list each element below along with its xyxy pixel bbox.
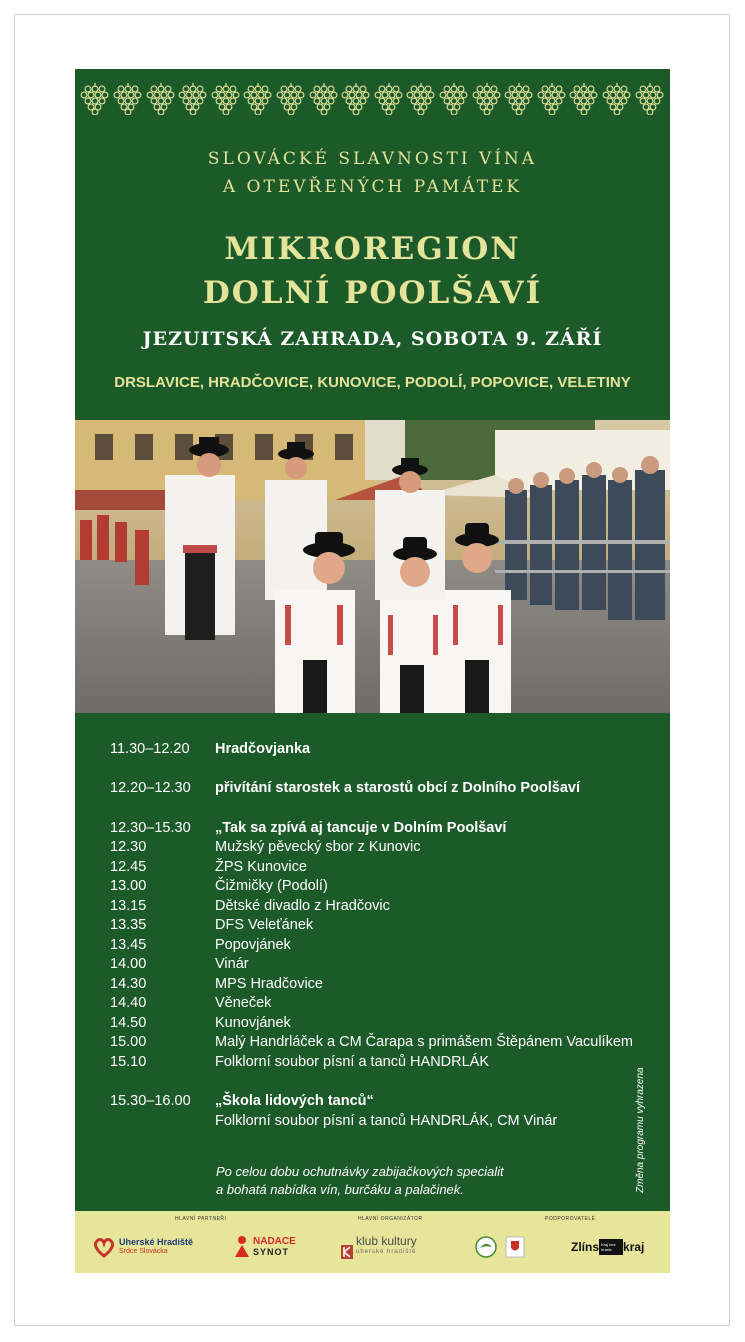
schedule-item: MPS Hradčovice	[215, 976, 323, 992]
schedule-row	[110, 956, 650, 976]
schedule-row	[110, 780, 650, 800]
figure-logo-icon	[233, 1235, 251, 1259]
schedule-time: 12.20–12.30	[110, 780, 191, 796]
schedule-time: 15.10	[110, 1054, 147, 1070]
schedule-time: 14.50	[110, 1015, 147, 1031]
grape-icon	[374, 83, 404, 115]
schedule-item: ŽPS Kunovice	[215, 859, 307, 875]
schedule-row	[110, 1034, 650, 1054]
schedule-item: DFS Veleťánek	[215, 917, 314, 933]
grape-icon	[569, 83, 599, 115]
schedule-row	[110, 937, 650, 957]
schedule-time: 12.30	[110, 839, 147, 855]
logo-nadace-synot	[233, 1233, 296, 1261]
logo-klub-text: klub kultury	[356, 1234, 417, 1248]
food-note	[216, 1163, 504, 1199]
schedule-item: Dětské divadlo z Hradčovic	[215, 898, 390, 914]
schedule-time: 14.40	[110, 995, 147, 1011]
schedule-row	[110, 839, 650, 859]
festival-subtitle-line1: SLOVÁCKÉ SLAVNOSTI VÍNA	[207, 149, 538, 169]
schedule-item: Věneček	[215, 995, 272, 1011]
logo-zlinsky-kraj	[571, 1233, 644, 1261]
schedule-row	[110, 741, 650, 761]
grape-icon	[406, 83, 436, 115]
schedule-time: 14.00	[110, 956, 147, 972]
logo-uherske-hradiste	[93, 1233, 193, 1261]
grape-icon	[504, 83, 534, 115]
venue-date: JEZUITSKÁ ZAHRADA, SOBOTA 9. ZÁŘÍ	[142, 328, 603, 350]
logo-uh-tagline: Srdce Slovácka	[119, 1248, 168, 1255]
schedule-row	[110, 859, 650, 879]
logo-klub-kultury	[341, 1233, 417, 1261]
caption-main-partners: HLAVNÍ PARTNEŘI	[175, 1216, 227, 1222]
logo-uh-text: Uherské Hradiště	[119, 1237, 194, 1247]
schedule-item: Hradčovjanka	[215, 741, 311, 757]
schedule-time: 12.30–15.30	[110, 820, 191, 836]
grape-icon	[537, 83, 567, 115]
schedule-item: Mužský pěvecký sbor z Kunovic	[215, 839, 421, 855]
schedule-item: přivítání starostek a starostů obcí z Dolního Poolšaví	[215, 780, 580, 796]
grape-icon	[113, 83, 143, 115]
grape-icon	[309, 83, 339, 115]
villages-list: DRSLAVICE, HRADČOVICE, KUNOVICE, PODOLÍ, POPOVICE, VELETINY	[114, 374, 631, 391]
schedule-row	[110, 1015, 650, 1035]
logo-synot-text: SYNOT	[253, 1247, 290, 1257]
heart-logo-icon	[93, 1236, 115, 1258]
schedule-row	[110, 820, 650, 840]
logo-zlin-box: Kraj bez hranic	[599, 1239, 623, 1255]
schedule-time: 13.45	[110, 937, 147, 953]
schedule-item: Kunovjánek	[215, 1015, 291, 1031]
schedule-item: Popovjánek	[215, 937, 291, 953]
grape-icon	[276, 83, 306, 115]
schedule-row	[110, 995, 650, 1015]
schedule-row	[110, 1093, 650, 1113]
schedule-time: 14.30	[110, 976, 147, 992]
logo-regional-circle	[475, 1233, 525, 1261]
schedule-row	[110, 1113, 650, 1133]
poster	[75, 69, 670, 1273]
festival-subtitle-line2: A OTEVŘENÝCH PAMÁTEK	[222, 177, 523, 197]
grape-icon	[472, 83, 502, 115]
schedule-time: 13.35	[110, 917, 147, 933]
grape-icon	[243, 83, 273, 115]
schedule-row	[110, 976, 650, 996]
grape-border	[75, 83, 670, 117]
bird-logo-icon	[475, 1236, 497, 1258]
schedule-time: 11.30–12.20	[110, 741, 190, 757]
grape-icon	[178, 83, 208, 115]
schedule-item: Folklorní soubor písní a tanců HANDRLÁK	[215, 1054, 490, 1070]
program-change-note: Změna programu vyhrazena	[635, 1067, 646, 1193]
schedule-row	[110, 917, 650, 937]
grape-icon	[439, 83, 469, 115]
schedule-time: 12.45	[110, 859, 147, 875]
schedule-time: 15.30–16.00	[110, 1093, 191, 1109]
schedule-time: 13.15	[110, 898, 147, 914]
crest-logo-icon	[505, 1236, 525, 1258]
schedule-item: Čižmičky (Podolí)	[215, 878, 328, 894]
logo-zlin-text-left: Zlíns	[571, 1240, 600, 1254]
grape-icon	[341, 83, 371, 115]
k-logo-icon	[341, 1245, 353, 1259]
grape-icon	[146, 83, 176, 115]
logo-klub-tagline: uherské hradiště	[356, 1249, 417, 1255]
logo-zlin-text-right: kraj	[623, 1240, 645, 1254]
food-note-line2: a bohatá nabídka vín, burčáku a palačinek.	[216, 1182, 464, 1197]
schedule-item: „Tak sa zpívá aj tancuje v Dolním Poolšaví	[215, 820, 507, 836]
grape-icon	[635, 83, 665, 115]
grape-icon	[80, 83, 110, 115]
schedule-time: 15.00	[110, 1034, 147, 1050]
schedule-row	[110, 898, 650, 918]
schedule-row	[110, 1054, 650, 1074]
schedule-item: Folklorní soubor písní a tanců HANDRLÁK, CM Vinár	[215, 1113, 558, 1129]
schedule-time: 13.00	[110, 878, 147, 894]
schedule-row	[110, 878, 650, 898]
title-line2: DOLNÍ POOLŠAVÍ	[202, 275, 543, 311]
grape-icon	[211, 83, 241, 115]
folk-parade-photo	[75, 420, 670, 713]
logo-nadace-text: NADACE	[253, 1236, 296, 1247]
grape-icon	[602, 83, 632, 115]
schedule-item: Vinár	[215, 956, 249, 972]
schedule-item: „Škola lidových tanců“	[215, 1093, 374, 1109]
caption-supporters: PODPOROVATELÉ	[545, 1216, 596, 1222]
schedule-item: Malý Handrláček a CM Čarapa s primášem Štěpánem Vaculíkem	[215, 1034, 633, 1050]
food-note-line1: Po celou dobu ochutnávky zabijačkových specialit	[216, 1164, 504, 1179]
title-line1: MIKROREGION	[224, 231, 521, 267]
caption-main-organizer: HLAVNÍ ORGANIZÁTOR	[358, 1216, 423, 1222]
sponsors-footer	[75, 1211, 670, 1273]
